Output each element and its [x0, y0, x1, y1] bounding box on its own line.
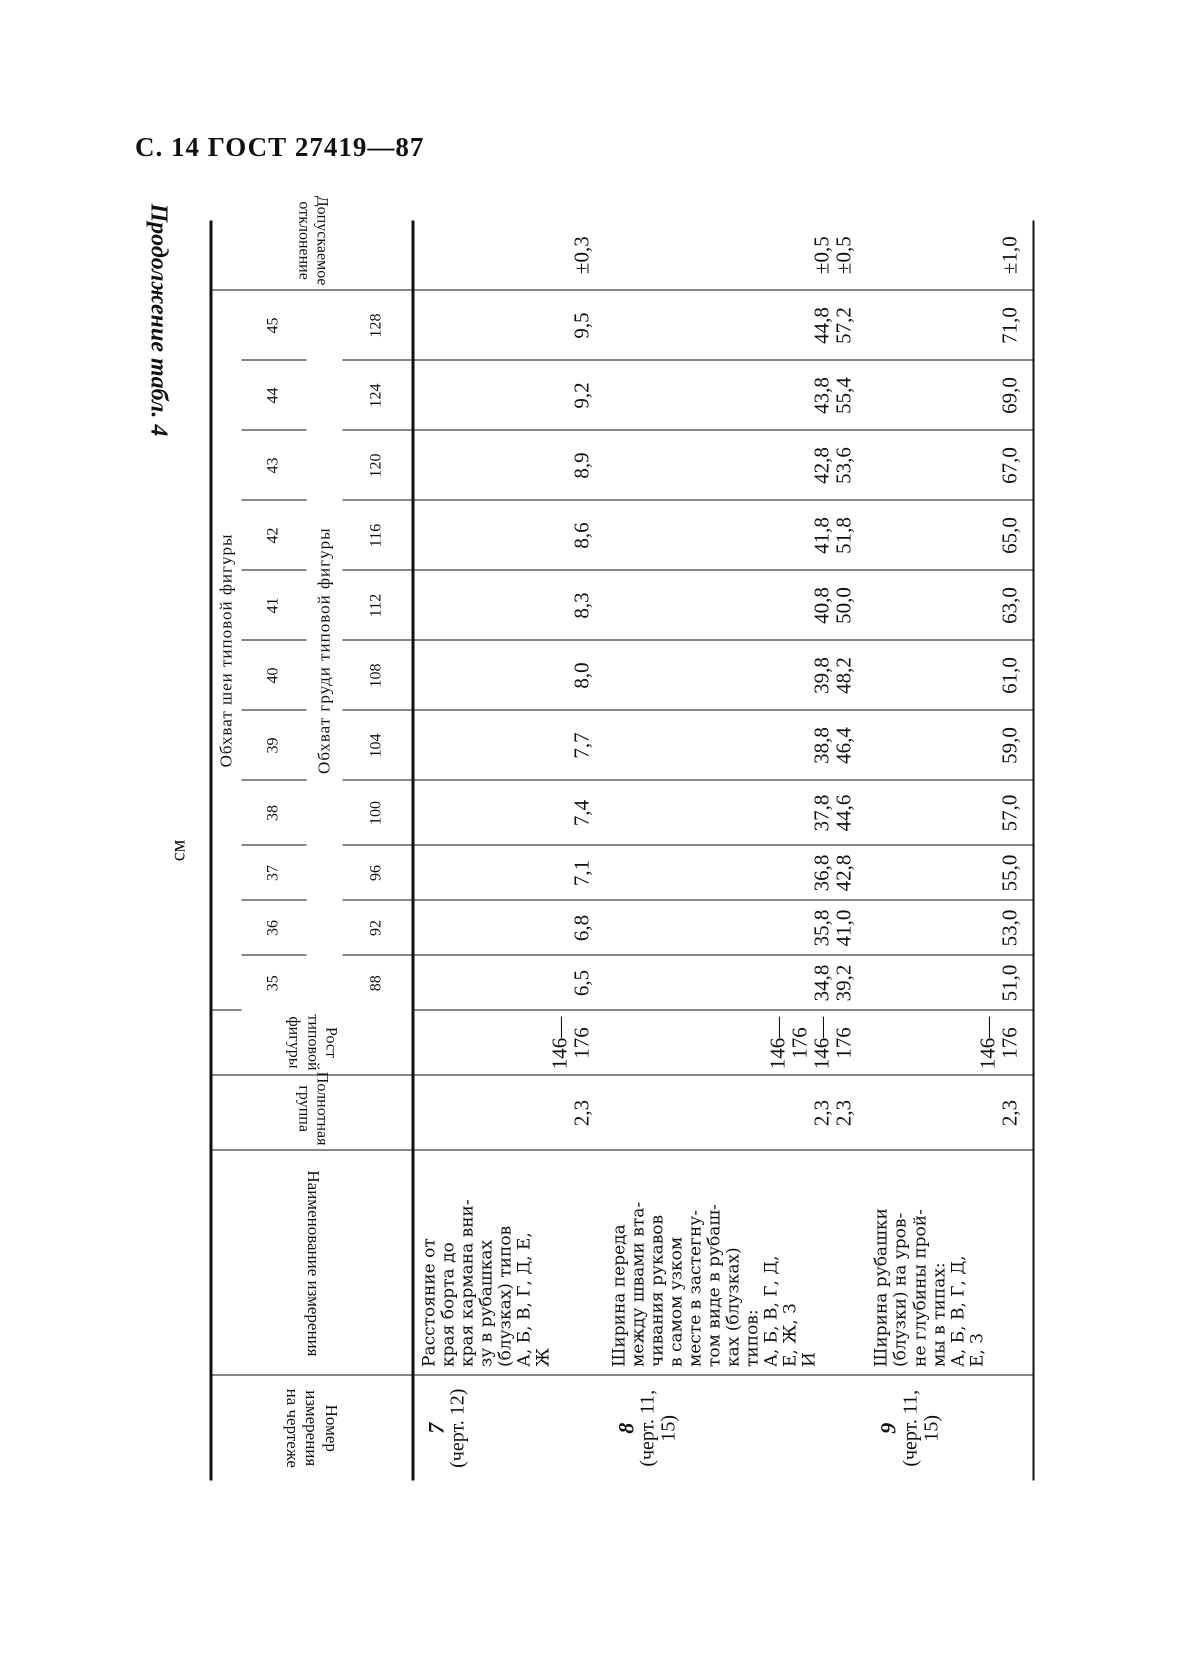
size-value-cell — [413, 571, 605, 641]
size-value-cell — [605, 901, 867, 956]
chest-size-header: 112 — [342, 571, 413, 641]
measurement-name-line: том виде в рубаш- — [704, 1204, 725, 1367]
fullness-group-cell — [867, 1076, 1034, 1151]
table-row — [413, 220, 605, 1480]
measurement-number-cell — [605, 1376, 867, 1481]
size-value-cell — [867, 901, 1034, 956]
tolerance-value: ±0,3 — [569, 236, 594, 275]
size-value-cell — [867, 846, 1034, 901]
measurement-name-line: края кармана вни- — [457, 1199, 478, 1367]
size-value-cell — [605, 641, 867, 711]
chest-size-header: 104 — [342, 711, 413, 781]
size-value: 55,0 — [997, 854, 1022, 892]
size-value: 7,4 — [569, 799, 594, 827]
size-value: 61,0 — [997, 657, 1022, 694]
size-value: 9,2 — [569, 382, 594, 409]
size-value-cell — [605, 290, 867, 360]
header-name: Наименование измерения — [211, 1151, 413, 1376]
size-value: 41,8 — [809, 517, 834, 554]
chest-size-header: 88 — [342, 956, 413, 1011]
size-value-cell — [413, 846, 605, 901]
size-value: 69,0 — [997, 377, 1022, 414]
size-value-cell — [605, 781, 867, 846]
measurement-name-line: мы в типах: — [929, 1262, 950, 1367]
measurement-name-line: края борта до — [438, 1242, 459, 1367]
figure-height: 146—176 — [975, 1016, 1022, 1070]
size-value: 8,9 — [569, 452, 594, 479]
size-value: 71,0 — [997, 307, 1022, 344]
size-value: 7,1 — [569, 859, 594, 887]
neck-size-header: 37 — [241, 846, 307, 901]
measurement-name-line: А, Б, В, Г, Д, Е, — [514, 1232, 535, 1367]
measurements-table — [210, 196, 1035, 1480]
measurement-name-cell — [605, 1151, 867, 1376]
measurement-name-line: чивания рукавов — [647, 1214, 668, 1367]
size-value: 39,2 — [831, 964, 856, 1002]
size-value-cell — [413, 361, 605, 431]
size-value-cell — [605, 711, 867, 781]
size-value: 51,8 — [831, 517, 856, 554]
figure-height-cell — [605, 1011, 867, 1076]
tolerance-value-cell — [867, 220, 1034, 290]
fullness-group-cell — [605, 1076, 867, 1151]
size-value: 51,0 — [997, 964, 1022, 1002]
fullness-group: 2,3 — [831, 1099, 856, 1127]
measurement-name-line: А, Б, В, Г, Д, — [948, 1255, 969, 1367]
neck-size-header: 39 — [241, 711, 307, 781]
tolerance-value: ±1,0 — [997, 236, 1022, 275]
size-value: 6,8 — [569, 914, 594, 942]
header-chest-group: Обхват груди типовой фигуры — [314, 527, 334, 774]
header-neck-group: Обхват шеи типовой фигуры — [211, 290, 241, 1010]
measurement-name-line: не глубины прой- — [910, 1209, 930, 1367]
drawing-reference: (черт. 11, 15) — [899, 1389, 943, 1467]
size-value-cell — [413, 956, 605, 1011]
size-value-cell — [413, 641, 605, 711]
size-value-cell — [605, 501, 867, 571]
size-value: 44,6 — [831, 794, 856, 832]
neck-size-header: 40 — [241, 641, 307, 711]
neck-size-header: 41 — [241, 571, 307, 641]
size-value-cell — [867, 956, 1034, 1011]
drawing-reference: (черт. 11, 15) — [636, 1389, 680, 1467]
size-value: 8,0 — [569, 662, 594, 689]
size-value: 57,2 — [831, 307, 856, 344]
page-title: С. 14 ГОСТ 27419—87 — [135, 132, 425, 162]
size-value-cell — [867, 501, 1034, 571]
neck-size-header: 35 — [264, 975, 282, 992]
fullness-group-cell — [413, 1076, 605, 1151]
size-value-cell — [605, 361, 867, 431]
size-value: 39,8 — [809, 657, 834, 694]
size-value: 42,8 — [831, 854, 856, 892]
size-value-cell — [867, 361, 1034, 431]
neck-size-header: 42 — [241, 501, 307, 571]
size-value-cell — [867, 431, 1034, 501]
header-height: Рост типовой фигуры — [211, 1011, 413, 1076]
units-label: см — [167, 839, 190, 862]
size-value-cell — [413, 290, 605, 360]
size-value: 44,8 — [809, 307, 834, 344]
neck-size-header: 38 — [241, 781, 307, 846]
figure-height-cell — [413, 1011, 605, 1076]
size-value: 53,6 — [831, 447, 856, 484]
size-value-cell — [867, 781, 1034, 846]
chest-size-header: 100 — [342, 781, 413, 846]
drawing-reference: (черт. 12) — [446, 1388, 469, 1468]
size-value-cell — [413, 781, 605, 846]
size-value: 43,8 — [809, 377, 834, 414]
fullness-group: 2,3 — [569, 1099, 594, 1127]
measurement-name-line: (блузки) на уров- — [890, 1212, 911, 1367]
chest-size-header: 92 — [342, 901, 413, 956]
size-value: 57,0 — [997, 794, 1022, 832]
size-value: 48,2 — [831, 657, 856, 694]
size-value-cell — [605, 571, 867, 641]
size-value: 65,0 — [997, 517, 1022, 554]
fullness-group: 2,3 — [997, 1099, 1022, 1127]
size-value: 40,8 — [809, 587, 834, 624]
neck-size-header: 45 — [241, 290, 307, 360]
measurement-name-cell — [413, 1151, 605, 1376]
neck-size-header: 44 — [241, 361, 307, 431]
measurement-name-cell — [867, 1151, 1034, 1376]
measurement-name-line: Е, З — [967, 1333, 988, 1367]
size-value: 9,5 — [569, 312, 594, 339]
measurement-number: 9 — [875, 1422, 901, 1434]
size-value-cell — [867, 571, 1034, 641]
size-value-cell — [413, 901, 605, 956]
measurement-name-line: Ширина переда — [609, 1224, 630, 1367]
measurement-name-line: ках (блузках) — [723, 1247, 744, 1367]
rotated-table-wrapper — [167, 196, 1035, 1481]
size-value-cell — [413, 431, 605, 501]
size-value: 8,3 — [569, 592, 594, 619]
fullness-group: 2,3 — [809, 1099, 834, 1127]
table-continuation-caption: Продолжение табл. 4 — [145, 203, 172, 437]
measurement-name-line: Ж — [533, 1347, 554, 1367]
figure-height: 146—176 — [809, 1016, 856, 1070]
chest-size-header: 124 — [342, 361, 413, 431]
chest-size-header: 96 — [342, 846, 413, 901]
size-value: 38,8 — [809, 727, 834, 764]
table-row — [605, 220, 867, 1480]
tolerance-value-cell — [605, 220, 867, 290]
size-value-cell — [605, 846, 867, 901]
size-value: 53,0 — [997, 909, 1022, 947]
measurement-name-line: (блузках) типов — [495, 1225, 516, 1367]
size-value: 46,4 — [831, 727, 856, 764]
measurement-number-cell — [867, 1376, 1034, 1481]
tolerance-value: ±0,5 — [831, 236, 856, 275]
measurement-number-cell — [413, 1376, 605, 1481]
tolerance-value: ±0,5 — [809, 236, 834, 275]
measurement-name-line: зу в рубашках — [476, 1239, 497, 1367]
header-tolerance: Допускаемое отклонение — [211, 220, 413, 290]
measurement-name-line: И — [799, 1352, 820, 1367]
size-value-cell — [605, 431, 867, 501]
size-value: 50,0 — [831, 587, 856, 624]
chest-size-header: 128 — [342, 290, 413, 360]
size-value: 8,6 — [569, 522, 594, 549]
chest-size-header: 108 — [342, 641, 413, 711]
size-value: 59,0 — [997, 727, 1022, 764]
size-value-cell — [867, 641, 1034, 711]
measurement-name-line: Ширина рубашки — [871, 1208, 892, 1367]
neck-size-header: 43 — [241, 431, 307, 501]
measurement-name-line: месте в застегну- — [685, 1209, 706, 1367]
header-fullness: Полнотная группа — [211, 1076, 413, 1151]
measurement-number: 7 — [423, 1422, 449, 1434]
size-value: 42,8 — [809, 447, 834, 484]
chest-size-header: 120 — [342, 431, 413, 501]
measurement-name-line: А, Б, В, Г, Д, — [761, 1255, 782, 1367]
size-value: 34,8 — [809, 964, 834, 1002]
size-value-cell — [413, 501, 605, 571]
table-row — [867, 220, 1034, 1480]
chest-size-header: 116 — [342, 501, 413, 571]
size-value: 35,8 — [809, 909, 834, 947]
size-value: 37,8 — [809, 794, 834, 832]
size-value: 63,0 — [997, 587, 1022, 624]
size-value-cell — [867, 711, 1034, 781]
measurement-name-line: типов: — [742, 1309, 763, 1367]
tolerance-value-cell — [413, 220, 605, 290]
size-value: 6,5 — [569, 969, 594, 997]
size-value: 55,4 — [831, 377, 856, 414]
size-value: 36,8 — [809, 854, 834, 892]
measurement-name-line: Расстояние от — [419, 1238, 440, 1367]
size-value-cell — [605, 956, 867, 1011]
figure-height-cell — [867, 1011, 1034, 1076]
size-value-cell — [867, 290, 1034, 360]
size-value: 67,0 — [997, 447, 1022, 484]
measurement-name-line: в самом узком — [666, 1236, 687, 1367]
figure-height: 146—176 — [547, 1016, 594, 1070]
size-value: 41,0 — [831, 909, 856, 947]
figure-height: 146—176 — [765, 1016, 812, 1070]
measurement-name-line: Е, Ж, З — [780, 1303, 801, 1367]
measurement-number: 8 — [613, 1422, 639, 1434]
size-value-cell — [413, 711, 605, 781]
neck-size-header: 36 — [241, 901, 307, 956]
size-value: 7,7 — [569, 732, 594, 759]
header-number: Номер измерения на чертеже — [211, 1376, 413, 1481]
measurement-name-line: между швами вта- — [628, 1201, 649, 1367]
